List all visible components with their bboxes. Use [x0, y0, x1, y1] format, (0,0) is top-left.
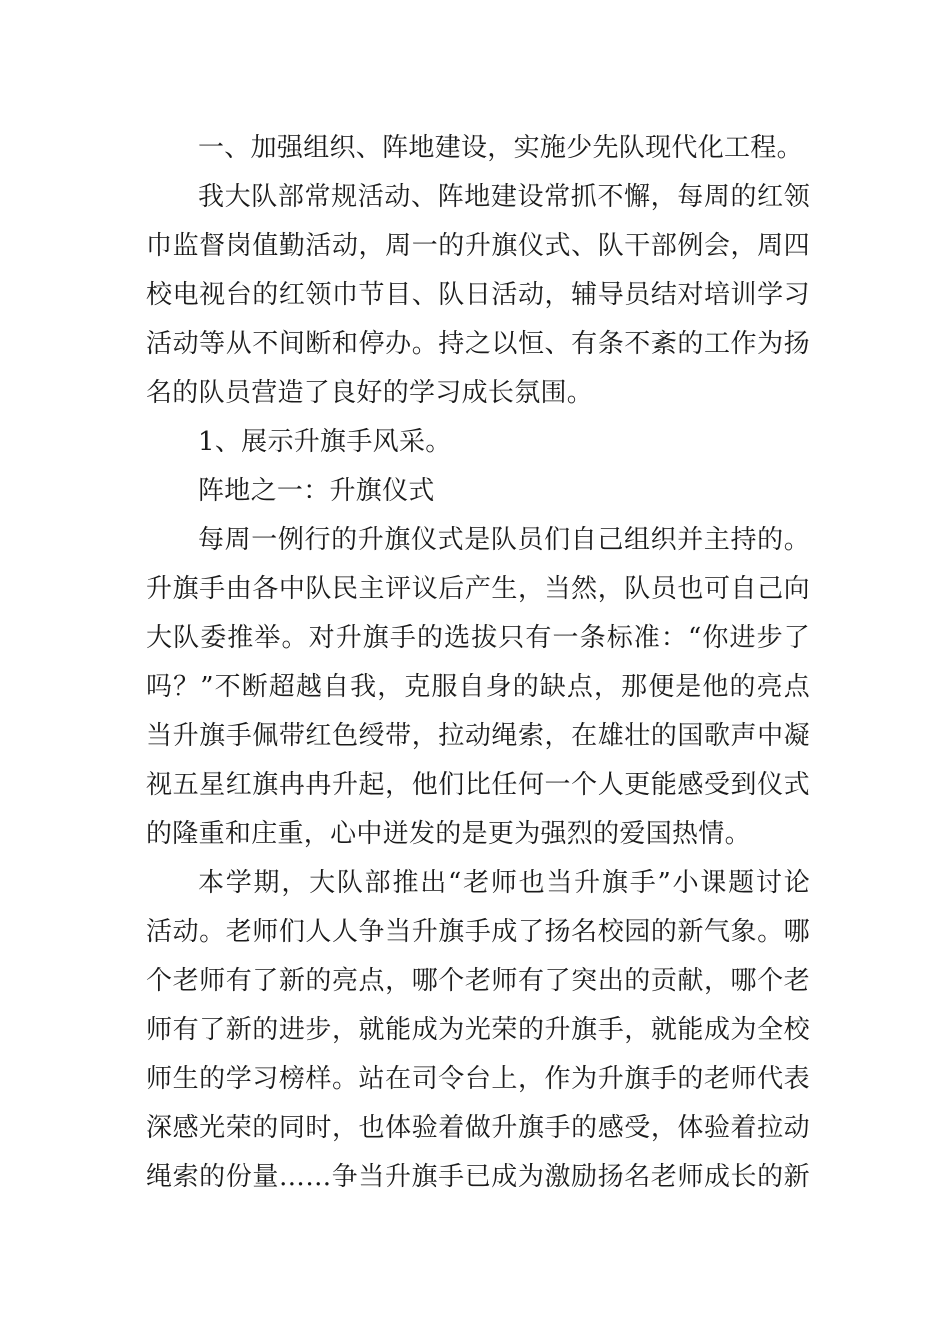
text-line: 1、展示升旗手风采。 — [198, 427, 452, 457]
text-line: 我大队部常规活动、阵地建设常抓不懈，每周的红领 — [198, 182, 810, 212]
text-line: 校电视台的红领巾节目、队日活动，辅导员结对培训学习 — [146, 280, 810, 310]
paragraph — [146, 418, 810, 467]
text-line: 个老师有了新的亮点，哪个老师有了突出的贡献，哪个老 — [146, 966, 810, 996]
text-line: 活动。老师们人人争当升旗手成了扬名校园的新气象。哪 — [146, 917, 810, 947]
text-line: 师生的学习榜样。站在司令台上，作为升旗手的老师代表 — [146, 1064, 810, 1094]
text-line: 活动等从不间断和停办。持之以恒、有条不紊的工作为扬 — [146, 329, 810, 359]
document-body — [146, 124, 810, 1202]
paragraph — [146, 516, 810, 859]
text-line: 巾监督岗值勤活动，周一的升旗仪式、队干部例会，周四 — [146, 231, 810, 261]
text-line: 阵地之一：升旗仪式 — [198, 476, 435, 506]
text-line: 一、加强组织、阵地建设，实施少先队现代化工程。 — [198, 133, 803, 163]
text-line: 当升旗手佩带红色绶带，拉动绳索，在雄壮的国歌声中凝 — [146, 721, 810, 751]
paragraph — [146, 124, 810, 173]
paragraph — [146, 467, 810, 516]
text-line: 名的队员营造了良好的学习成长氛围。 — [146, 378, 594, 408]
paragraph — [146, 173, 810, 418]
text-line: 的隆重和庄重，心中迸发的是更为强烈的爱国热情。 — [146, 819, 751, 849]
text-line: 吗？”不断超越自我，克服自身的缺点，那便是他的亮点 — [146, 672, 810, 702]
paragraph — [146, 859, 810, 1202]
text-line: 深感光荣的同时，也体验着做升旗手的感受，体验着拉动 — [146, 1113, 810, 1143]
text-line: 师有了新的进步，就能成为光荣的升旗手，就能成为全校 — [146, 1015, 810, 1045]
text-line: 大队委推举。对升旗手的选拔只有一条标准：“你进步了 — [146, 623, 810, 653]
text-line: 每周一例行的升旗仪式是队员们自己组织并主持的。 — [198, 525, 810, 555]
text-line: 本学期，大队部推出“老师也当升旗手”小课题讨论 — [198, 868, 810, 898]
text-line: 升旗手由各中队民主评议后产生，当然，队员也可自己向 — [146, 574, 810, 604]
text-line: 绳索的份量……争当升旗手已成为激励扬名老师成长的新 — [146, 1162, 810, 1192]
text-line: 视五星红旗冉冉升起，他们比任何一个人更能感受到仪式 — [146, 770, 810, 800]
